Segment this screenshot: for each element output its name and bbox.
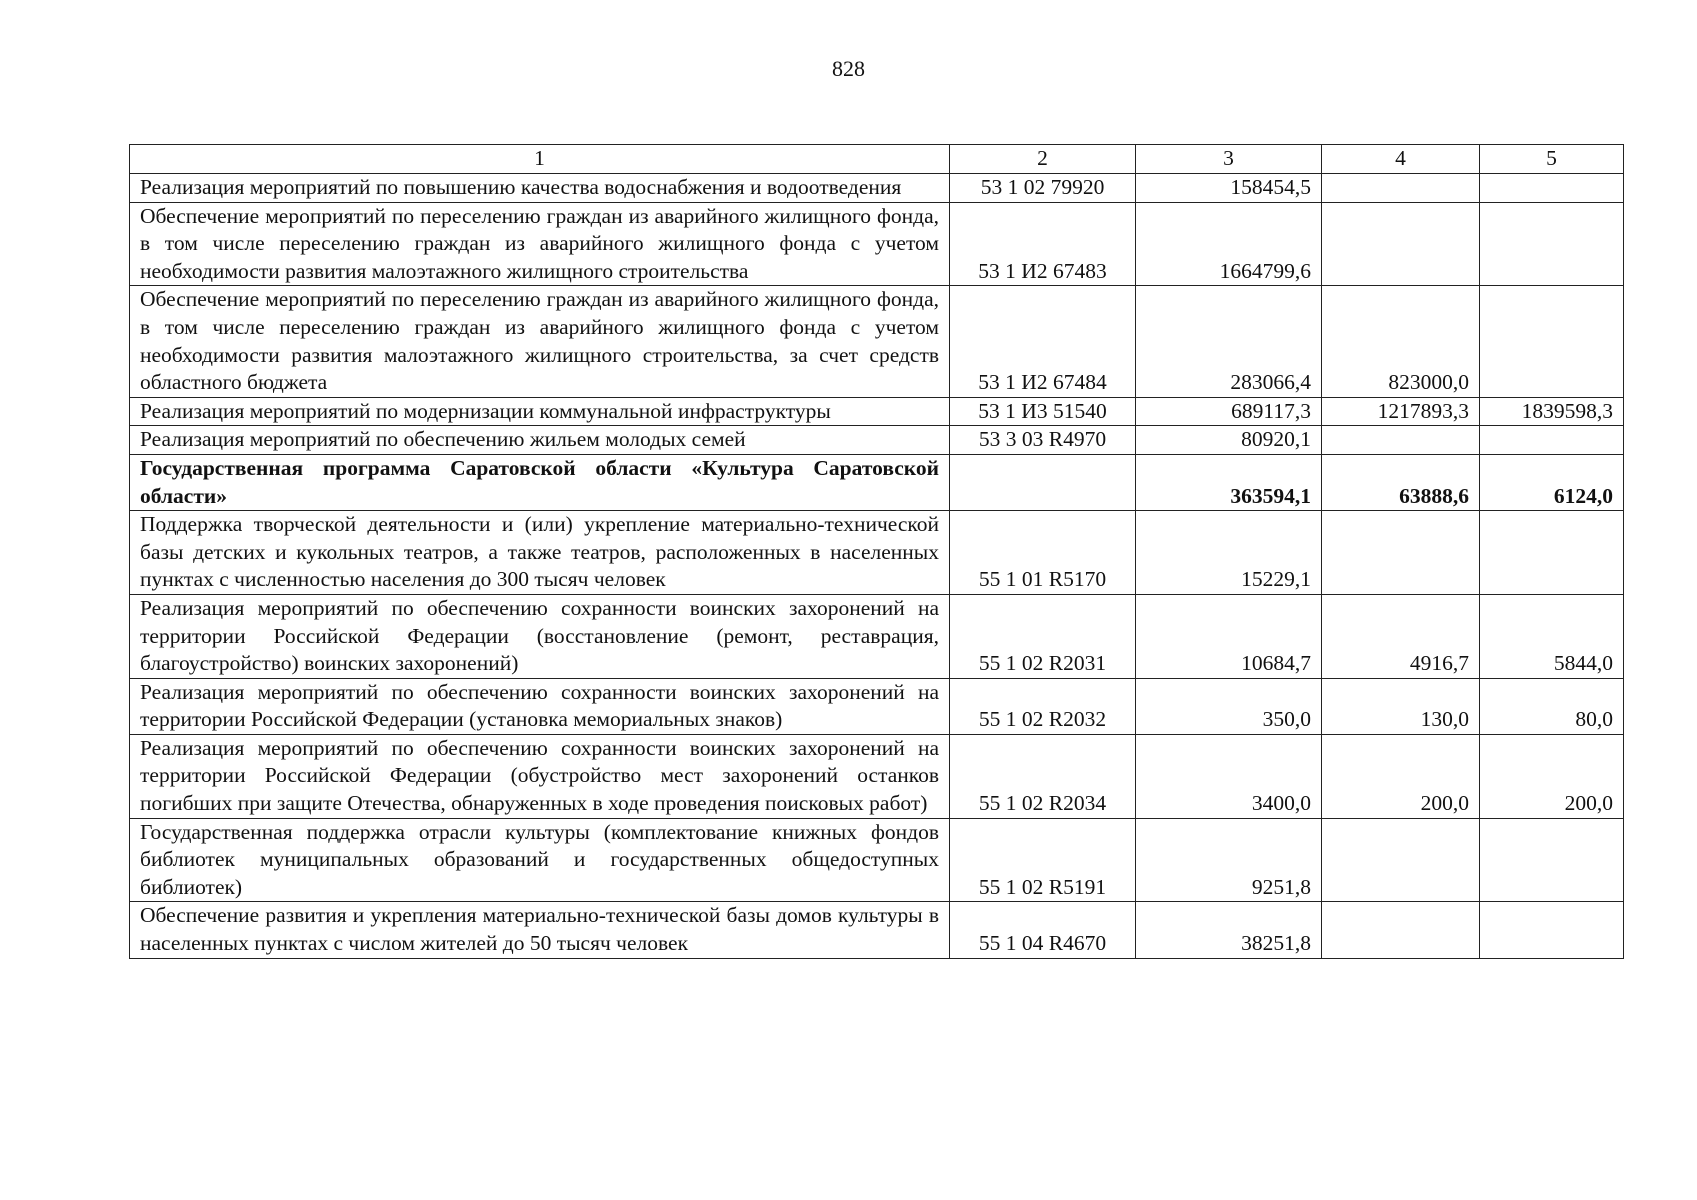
column-number-row — [130, 145, 1624, 174]
row-value-col4-cell: 4916,7 — [1322, 594, 1480, 678]
row-value-col3-cell: 15229,1 — [1136, 511, 1322, 595]
row-name-cell: Обеспечение мероприятий по переселению граждан из аварийного жилищного фонда, в том числе переселению граждан из аварийного жилищного фонда с учетом необходимости развития малоэтажного жилищного строительства — [130, 202, 950, 286]
row-name-cell: Реализация мероприятий по обеспечению жильем молодых семей — [130, 426, 950, 455]
row-value-col3-cell: 158454,5 — [1136, 174, 1322, 203]
row-name-cell: Реализация мероприятий по обеспечению сохранности воинских захоронений на территории Российской Федерации (установка мемориальных знаков) — [130, 678, 950, 734]
table-row — [130, 734, 1624, 818]
row-code-cell: 55 1 02 R2032 — [950, 678, 1136, 734]
row-code-cell: 55 1 02 R2031 — [950, 594, 1136, 678]
row-value-col3-cell: 1664799,6 — [1136, 202, 1322, 286]
row-value-col3-cell: 3400,0 — [1136, 734, 1322, 818]
row-value-col3-cell: 689117,3 — [1136, 397, 1322, 426]
row-code-cell: 53 1 02 79920 — [950, 174, 1136, 203]
row-name-cell: Реализация мероприятий по обеспечению сохранности воинских захоронений на территории Российской Федерации (восстановление (ремонт, реставрация, благоустройство) воинских захоронений) — [130, 594, 950, 678]
row-code-cell: 53 1 И3 51540 — [950, 397, 1136, 426]
table-row — [130, 818, 1624, 902]
row-name-cell: Государственная поддержка отрасли культуры (комплектование книжных фондов библиотек муниципальных образований и государственных общедоступных библиотек) — [130, 818, 950, 902]
row-value-col5-cell: 80,0 — [1480, 678, 1624, 734]
budget-table — [129, 144, 1624, 959]
row-code-cell: 55 1 02 R2034 — [950, 734, 1136, 818]
row-value-col4-cell: 130,0 — [1322, 678, 1480, 734]
page-number: 828 — [832, 56, 865, 81]
column-header-1: 1 — [130, 145, 950, 174]
table-row — [130, 397, 1624, 426]
table-row — [130, 174, 1624, 203]
row-value-col4-cell: 1217893,3 — [1322, 397, 1480, 426]
row-value-col3-cell: 38251,8 — [1136, 902, 1322, 958]
row-name-cell: Реализация мероприятий по обеспечению сохранности воинских захоронений на территории Российской Федерации (обустройство мест захоронений останков погибших при защите Отечества, обнаруженных в ходе проведения поисковых работ) — [130, 734, 950, 818]
table-row — [130, 678, 1624, 734]
row-value-col4-cell: 823000,0 — [1322, 286, 1480, 397]
row-value-col3-cell: 350,0 — [1136, 678, 1322, 734]
column-header-5: 5 — [1480, 145, 1624, 174]
row-value-col3-cell: 80920,1 — [1136, 426, 1322, 455]
column-header-2: 2 — [950, 145, 1136, 174]
row-value-col3-cell: 10684,7 — [1136, 594, 1322, 678]
column-header-4: 4 — [1322, 145, 1480, 174]
row-value-col3-cell: 9251,8 — [1136, 818, 1322, 902]
row-code-cell: 53 1 И2 67484 — [950, 286, 1136, 397]
row-name-cell: Обеспечение мероприятий по переселению граждан из аварийного жилищного фонда, в том числе переселению граждан из аварийного жилищного фонда с учетом необходимости развития малоэтажного жилищного строительства, за счет средств областного бюджета — [130, 286, 950, 397]
column-header-3: 3 — [1136, 145, 1322, 174]
row-code-cell: 53 1 И2 67483 — [950, 202, 1136, 286]
row-value-col5-cell — [1480, 286, 1624, 397]
row-value-col4-cell: 63888,6 — [1322, 454, 1480, 510]
table-row — [130, 202, 1624, 286]
row-value-col4-cell — [1322, 174, 1480, 203]
row-value-col5-cell — [1480, 202, 1624, 286]
table-row — [130, 286, 1624, 397]
row-code-cell — [950, 454, 1136, 510]
row-value-col4-cell — [1322, 426, 1480, 455]
row-value-col5-cell: 6124,0 — [1480, 454, 1624, 510]
table-row — [130, 426, 1624, 455]
row-value-col4-cell — [1322, 902, 1480, 958]
row-code-cell: 55 1 04 R4670 — [950, 902, 1136, 958]
row-value-col4-cell — [1322, 202, 1480, 286]
row-value-col5-cell: 5844,0 — [1480, 594, 1624, 678]
row-code-cell: 53 3 03 R4970 — [950, 426, 1136, 455]
row-value-col3-cell: 363594,1 — [1136, 454, 1322, 510]
table-row — [130, 594, 1624, 678]
table-body — [130, 174, 1624, 959]
row-value-col5-cell — [1480, 818, 1624, 902]
row-value-col5-cell: 1839598,3 — [1480, 397, 1624, 426]
row-value-col3-cell: 283066,4 — [1136, 286, 1322, 397]
row-value-col5-cell: 200,0 — [1480, 734, 1624, 818]
row-value-col4-cell: 200,0 — [1322, 734, 1480, 818]
row-value-col4-cell — [1322, 511, 1480, 595]
row-name-cell: Обеспечение развития и укрепления материально-технической базы домов культуры в населенных пунктах с числом жителей до 50 тысяч человек — [130, 902, 950, 958]
table-row — [130, 902, 1624, 958]
row-name-cell: Реализация мероприятий по модернизации коммунальной инфраструктуры — [130, 397, 950, 426]
row-code-cell: 55 1 01 R5170 — [950, 511, 1136, 595]
row-name-cell: Реализация мероприятий по повышению качества водоснабжения и водоотведения — [130, 174, 950, 203]
table-row — [130, 454, 1624, 510]
row-value-col4-cell — [1322, 818, 1480, 902]
row-value-col5-cell — [1480, 902, 1624, 958]
row-value-col5-cell — [1480, 174, 1624, 203]
budget-table-container — [129, 144, 1623, 959]
row-name-cell: Поддержка творческой деятельности и (или) укрепление материально-технической базы детских и кукольных театров, а также театров, расположенных в населенных пунктах с численностью населения до 300 тысяч человек — [130, 511, 950, 595]
row-value-col5-cell — [1480, 511, 1624, 595]
row-name-cell: Государственная программа Саратовской области «Культура Саратовской области» — [130, 454, 950, 510]
row-code-cell: 55 1 02 R5191 — [950, 818, 1136, 902]
row-value-col5-cell — [1480, 426, 1624, 455]
table-row — [130, 511, 1624, 595]
